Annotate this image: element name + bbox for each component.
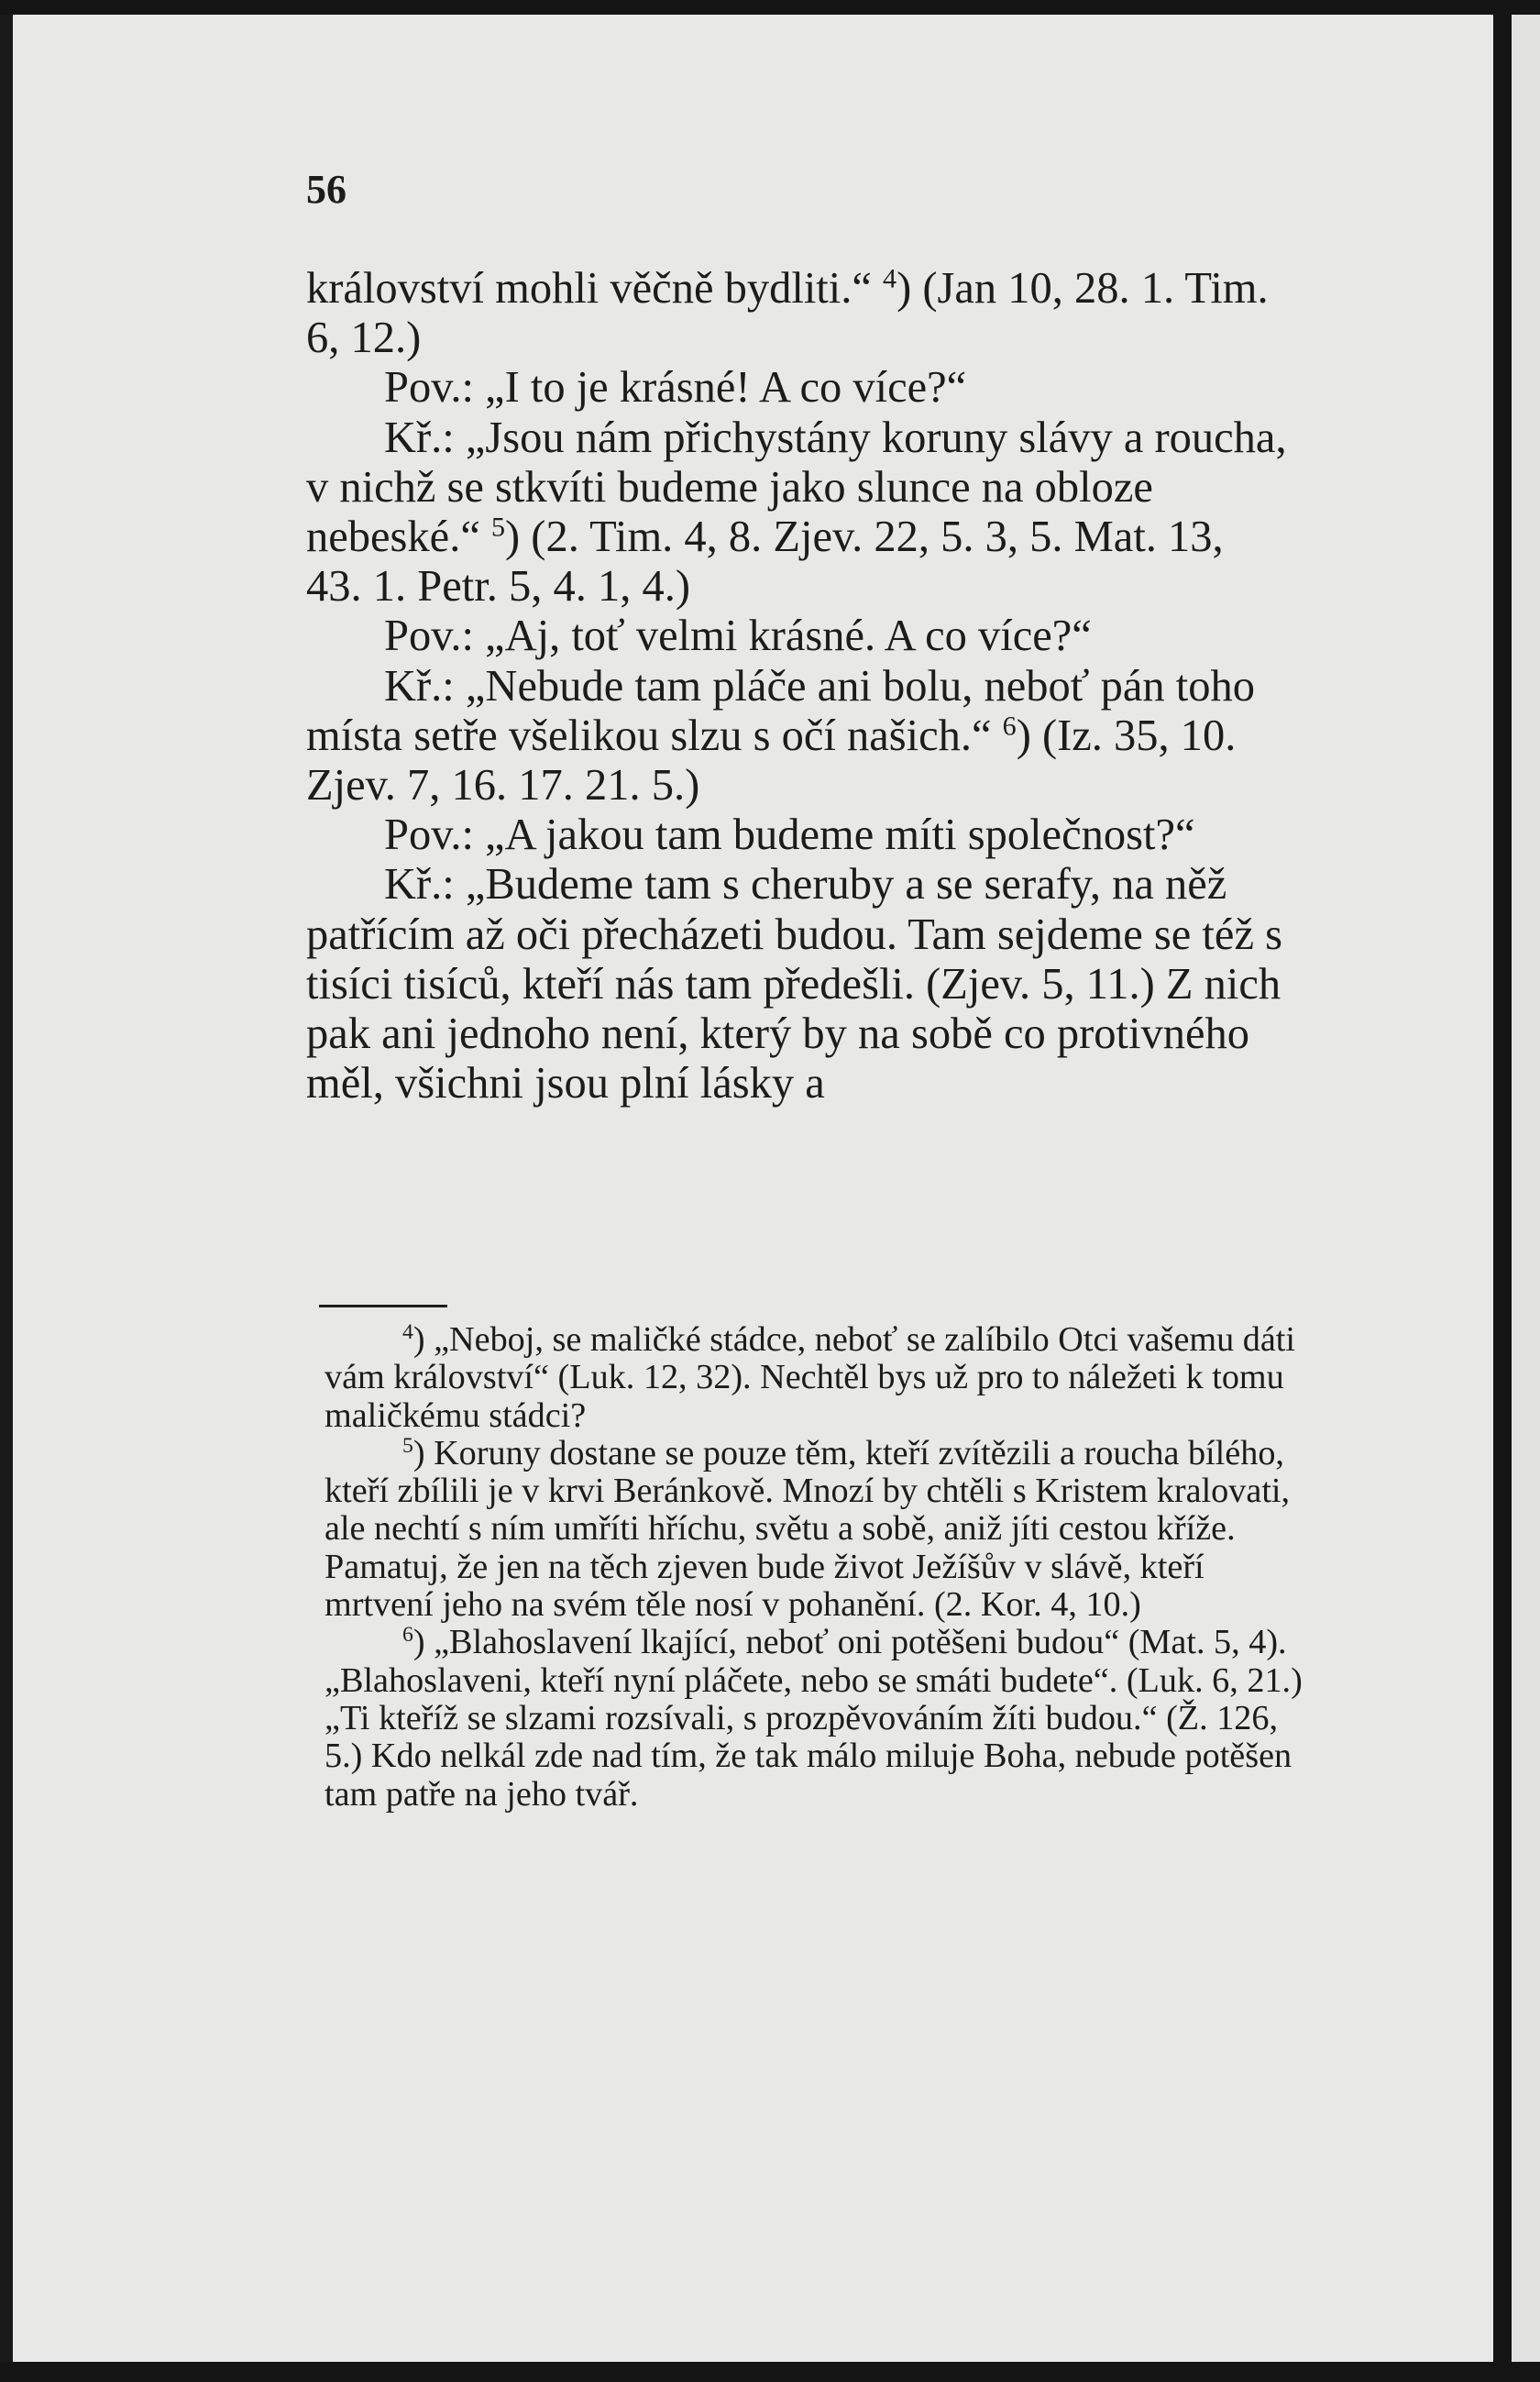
footnote (324, 1624, 1314, 1813)
paragraph (306, 811, 1287, 860)
scan-border-bottom (0, 2362, 1540, 2382)
paragraph-text: Kř.: „Nebude tam pláče ani bolu, neboť pán toho místa setře všelikou slzu s očí našich.“ (306, 661, 1256, 760)
footnote-marker: 4 (883, 262, 897, 294)
paragraph-text: Pov.: „A jakou tam budeme míti společnost?“ (384, 811, 1195, 860)
footnote-number: 5 (402, 1433, 413, 1458)
adjacent-page-edge (1512, 15, 1540, 2362)
footnote-marker: 6 (1002, 710, 1017, 742)
paragraph (306, 860, 1287, 1108)
paragraph-text: Pov.: „I to je krásné! A co více?“ (384, 363, 967, 413)
scan-border-top (0, 0, 1540, 15)
footnote-text: ) „Blahoslavení lkající, neboť oni potěšeni budou“ (Mat. 5, 4). „Blahoslaveni, kteří nyní pláčete, nebo se smáti budete“. (Luk. 6, 21.) „Ti kteříž se slzami rozsívali, s prozpěvováním žíti budou.“ (Ž. 126, 5.) Kdo nelkál zde nad tím, že tak málo miluje Boha, nebude potěšen tam patře na jeho tvář. (324, 1623, 1303, 1814)
scan-border-right (1493, 15, 1512, 2362)
paragraph (306, 612, 1287, 661)
footnote-text: ) „Neboj, se maličké stádce, neboť se zalíbilo Otci vašemu dáti vám království“ (Luk. 12, 32). Nechtěl bys už pro to náležeti k tomu maličkému stádci? (324, 1320, 1296, 1435)
paragraph-text: Kř.: „Jsou nám přichystány koruny slávy a roucha, v nichž se stkvíti budeme jako slunce na obloze nebeské.“ (306, 413, 1287, 562)
paragraph-text: ) (Jan 10, 28. 1. Tim. 6, 12.) (306, 264, 1269, 363)
paragraph (306, 264, 1287, 363)
paragraph-text: Pov.: „Aj, toť velmi krásné. A co více?“ (384, 612, 1092, 661)
page-number: 56 (306, 167, 346, 212)
footnote-number: 6 (402, 1623, 413, 1648)
footnote (324, 1321, 1314, 1435)
paragraph-text: Kř.: „Budeme tam s cheruby a se serafy, na něž patřícím až oči přecházeti budou. Tam sejdeme se též s tisíci tisíců, kteří nás tam předešli. (Zjev. 5, 11.) Z nich pak ani jednoho není, který by na sobě co protivného měl, všichni jsou plní lásky a (306, 860, 1282, 1108)
paragraph-text: království mohli věčně bydliti.“ (306, 264, 884, 313)
book-page (13, 15, 1493, 2362)
main-text (306, 264, 1287, 1108)
footnote-number: 4 (402, 1319, 413, 1344)
paragraph (306, 414, 1287, 612)
footnote (324, 1435, 1314, 1624)
paragraph-text: ) (2. Tim. 4, 8. Zjev. 22, 5. 3, 5. Mat. 13, 43. 1. Petr. 5, 4. 1, 4.) (306, 513, 1224, 612)
footnote-separator (319, 1305, 447, 1307)
footnote-text: ) Koruny dostane se pouze těm, kteří zvítězili a roucha bílého, kteří zbílili je v krvi Beránkově. Mnozí by chtěli s Kristem kralovati, ale nechtí s ním umříti hříchu, světu a sobě, aniž jíti cestou kříže. Pamatuj, že jen na těch zjeven bude život Ježíšův v slávě, kteří mrtvení jeho na svém těle nosí v pohanění. (2. Kor. 4, 10.) (324, 1433, 1291, 1625)
paragraph (306, 363, 1287, 413)
paragraph-text: ) (Iz. 35, 10. Zjev. 7, 16. 17. 21. 5.) (306, 711, 1237, 811)
footnote-marker: 5 (490, 511, 506, 543)
paragraph (306, 662, 1287, 811)
footnotes (324, 1321, 1314, 1814)
